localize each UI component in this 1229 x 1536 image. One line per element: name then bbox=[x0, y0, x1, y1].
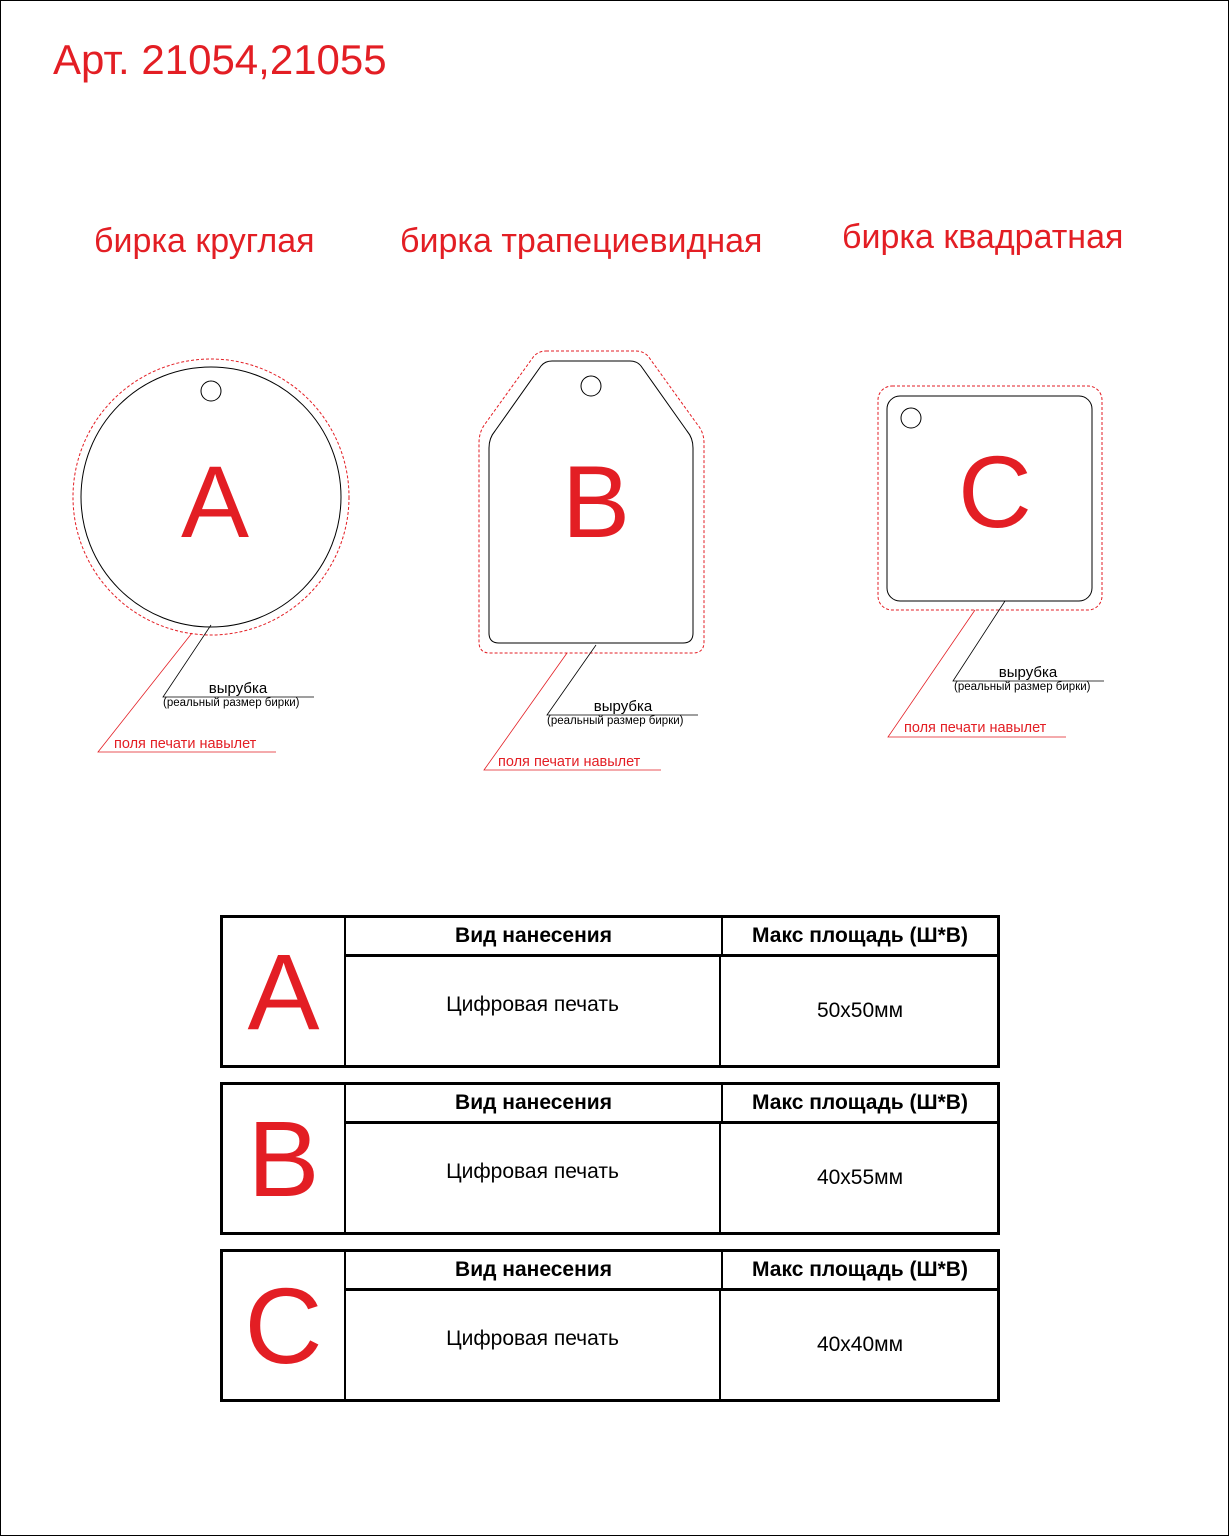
area-header: Макс площадь (Ш*В) bbox=[723, 1085, 997, 1124]
round-cut-sublabel: (реальный размер бирки) bbox=[163, 697, 300, 709]
area-value: 40x40мм bbox=[816, 1333, 904, 1356]
trapezoid-hole bbox=[581, 376, 601, 396]
trapezoid-letter: B bbox=[561, 445, 631, 559]
round-hole bbox=[201, 381, 221, 401]
spec-table-b bbox=[220, 1082, 1000, 1235]
shape-title-round: бирка круглая bbox=[94, 222, 315, 260]
tag-trapezoid bbox=[479, 351, 704, 770]
trapezoid-bleed-label: поля печати навылет bbox=[498, 754, 641, 770]
page-title: Арт. 21054,21055 bbox=[53, 36, 387, 83]
square-bleed-label: поля печати навылет bbox=[904, 720, 1047, 736]
area-value: 40x55мм bbox=[816, 1166, 904, 1189]
area-value: 50x50мм bbox=[816, 999, 904, 1022]
square-letter: C bbox=[958, 435, 1032, 549]
method-header: Вид нанесения bbox=[346, 1252, 723, 1291]
spec-table-a bbox=[220, 915, 1000, 1068]
shape-title-square: бирка квадратная bbox=[842, 218, 1124, 256]
square-cut-sublabel: (реальный размер бирки) bbox=[954, 681, 1091, 693]
spec-letter: A bbox=[223, 918, 346, 1065]
square-hole bbox=[901, 408, 921, 428]
spec-letter: B bbox=[223, 1085, 346, 1232]
method-value: Цифровая печать bbox=[346, 1124, 721, 1232]
spec-letter: C bbox=[223, 1252, 346, 1399]
shape-title-trapezoid: бирка трапециевидная bbox=[400, 222, 763, 260]
method-value: Цифровая печать bbox=[346, 957, 721, 1065]
round-cut-label: вырубка bbox=[208, 680, 268, 697]
method-header: Вид нанесения bbox=[346, 1085, 723, 1124]
trapezoid-cut-sublabel: (реальный размер бирки) bbox=[547, 715, 684, 727]
round-letter: A bbox=[180, 445, 250, 559]
area-header: Макс площадь (Ш*В) bbox=[723, 918, 997, 957]
method-header: Вид нанесения bbox=[346, 918, 723, 957]
area-header: Макс площадь (Ш*В) bbox=[723, 1252, 997, 1291]
square-cut-label: вырубка bbox=[998, 664, 1058, 681]
method-value: Цифровая печать bbox=[346, 1291, 721, 1399]
round-bleed-label: поля печати навылет bbox=[114, 736, 257, 752]
trapezoid-cut-label: вырубка bbox=[593, 698, 653, 715]
spec-table-c bbox=[220, 1249, 1000, 1402]
